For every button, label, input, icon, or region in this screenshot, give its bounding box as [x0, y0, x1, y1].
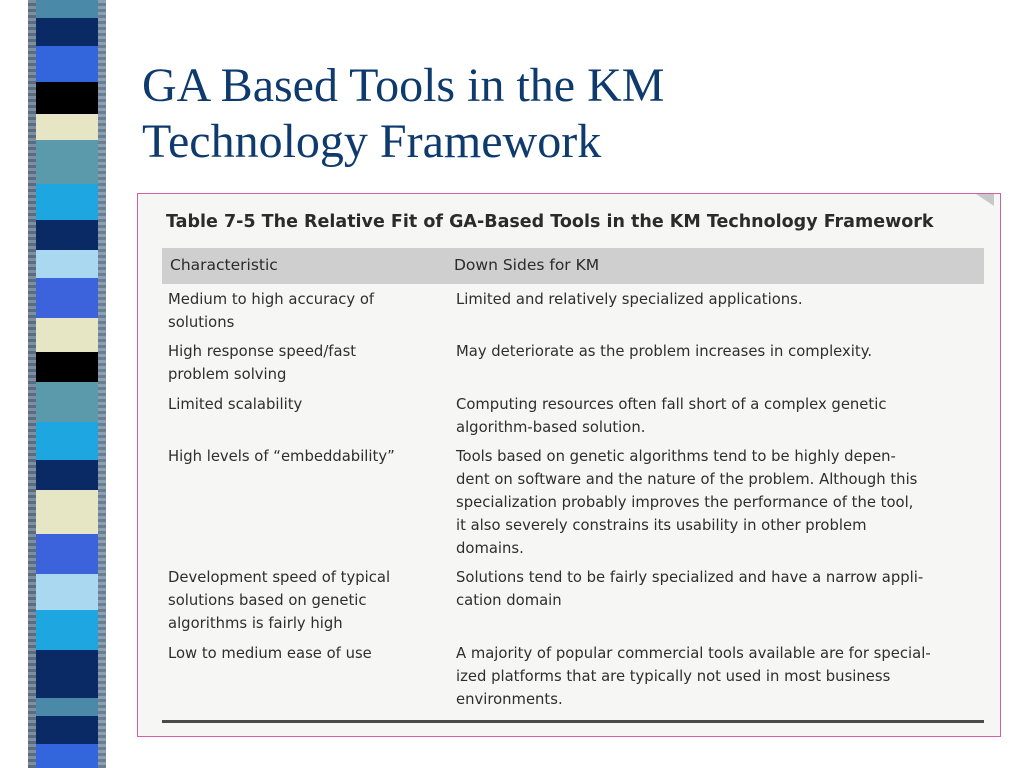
stripe-block	[36, 650, 98, 698]
table-caption: Table 7-5 The Relative Fit of GA-Based Tools in the KM Technology Framework	[166, 212, 934, 232]
decorative-stripe-bar	[0, 0, 116, 768]
cell-line: it also severely constrains its usability in other problem	[456, 517, 867, 534]
cell-line: dent on software and the nature of the problem. Although this	[456, 471, 918, 488]
cell-line: Medium to high accuracy of	[168, 291, 375, 308]
cell-line: Limited and relatively specialized applications.	[456, 291, 803, 308]
cell-line: May deteriorate as the problem increases in complexity.	[456, 343, 873, 360]
cell-line: algorithm-based solution.	[456, 419, 646, 436]
table-header	[162, 248, 984, 284]
cell-down-side	[456, 393, 986, 439]
stripe-block	[36, 250, 98, 278]
cell-line: specialization probably improves the performance of the tool,	[456, 494, 914, 511]
stripe-block	[36, 574, 98, 610]
stripe-block	[36, 382, 98, 422]
cell-line: problem solving	[168, 366, 287, 383]
stripe-block	[36, 278, 98, 318]
cell-characteristic	[168, 445, 438, 468]
stripe-block	[36, 698, 98, 716]
cell-line: cation domain	[456, 592, 562, 609]
cell-line: Low to medium ease of use	[168, 645, 372, 662]
table-bottom-rule	[162, 720, 984, 723]
cell-line: domains.	[456, 540, 524, 557]
cell-down-side	[456, 566, 986, 612]
stripe-block	[36, 184, 98, 220]
cell-characteristic	[168, 393, 438, 416]
slide-title	[142, 58, 1002, 170]
scanned-table-image	[137, 193, 1001, 737]
stripe-left-edge	[28, 0, 36, 768]
column-header-characteristic: Characteristic	[170, 256, 278, 274]
column-header-down-sides: Down Sides for KM	[454, 256, 600, 274]
stripe-block	[36, 0, 98, 18]
cell-line: Limited scalability	[168, 396, 303, 413]
cell-characteristic	[168, 566, 438, 635]
cell-line: ized platforms that are typically not used in most business	[456, 668, 891, 685]
cell-line: Solutions tend to be fairly specialized and have a narrow appli-	[456, 569, 924, 586]
cell-characteristic	[168, 288, 438, 334]
stripe-right-edge	[98, 0, 106, 768]
cell-down-side	[456, 445, 986, 560]
stripe-block	[36, 534, 98, 574]
stripe-block	[36, 46, 98, 82]
cell-line: Tools based on genetic algorithms tend to be highly depen-	[456, 448, 896, 465]
cell-line: High response speed/fast	[168, 343, 357, 360]
stripe-block	[36, 220, 98, 250]
stripe-block	[36, 744, 98, 768]
stripe-blocks	[36, 0, 98, 768]
cell-line: algorithms is fairly high	[168, 615, 343, 632]
slide-title-line: GA Based Tools in the KM	[142, 59, 665, 112]
stripe-block	[36, 460, 98, 490]
page-corner	[976, 194, 994, 206]
cell-characteristic	[168, 340, 438, 386]
stripe-block	[36, 318, 98, 352]
cell-characteristic	[168, 642, 438, 665]
cell-down-side	[456, 288, 986, 311]
stripe-block	[36, 352, 98, 382]
slide-title-line: Technology Framework	[142, 115, 602, 168]
cell-line: High levels of “embeddability”	[168, 448, 395, 465]
stripe-block	[36, 422, 98, 460]
stripe-block	[36, 18, 98, 46]
stripe-block	[36, 140, 98, 184]
stripe-block	[36, 114, 98, 140]
stripe-block	[36, 610, 98, 650]
stripe-block	[36, 716, 98, 744]
cell-line: solutions based on genetic	[168, 592, 367, 609]
stripe-block	[36, 82, 98, 114]
cell-line: Computing resources often fall short of a complex genetic	[456, 396, 887, 413]
cell-down-side	[456, 340, 986, 363]
cell-line: solutions	[168, 314, 235, 331]
cell-line: environments.	[456, 691, 563, 708]
stripe-block	[36, 490, 98, 534]
cell-down-side	[456, 642, 986, 711]
cell-line: A majority of popular commercial tools available are for special-	[456, 645, 931, 662]
cell-line: Development speed of typical	[168, 569, 391, 586]
